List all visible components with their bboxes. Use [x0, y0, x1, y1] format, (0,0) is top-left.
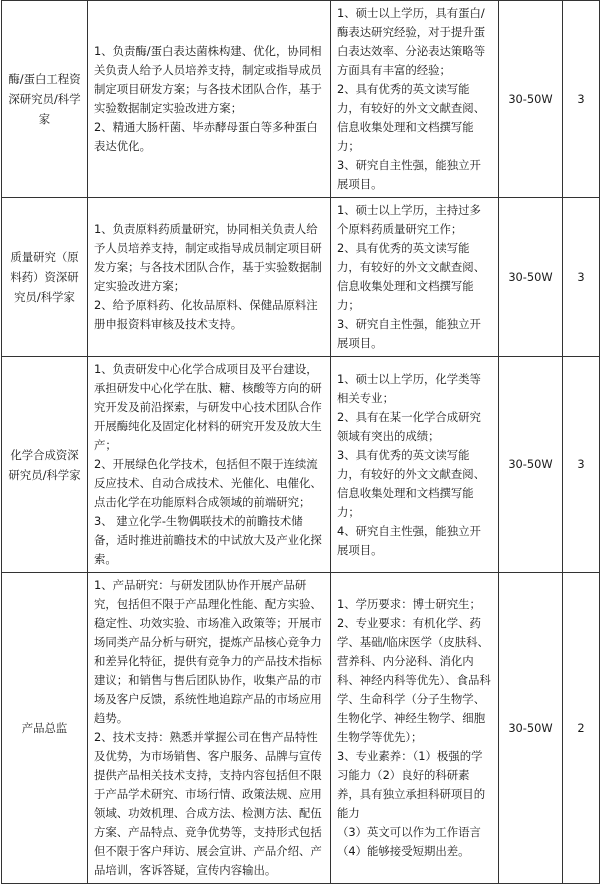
- position-text: 家: [38, 112, 51, 126]
- table-row: [2, 573, 600, 884]
- requirement-item: （3）英文可以作为工作语言: [337, 825, 481, 839]
- requirement-item: 4、研究自主性强，能独立开展项目。: [337, 523, 481, 557]
- requirement-item: （4）能够接受短期出差。: [337, 844, 470, 858]
- requirement-item: 3、专业素养：（1）极强的学习能力（2）良好的科研素养，具有独立承担科研项目的能力: [337, 749, 486, 820]
- duty-item: 2、技术支持：熟悉并掌握公司在售产品特性及优势，为市场销售、客户服务、品牌与宣传提供产品相关技术支持，支持内容包括但不限于产品学术研究、市场行情、政策法规、应用领域、功效机理、合成方法、检测方法、配伍方案、产品特点、竞争优势等，支持形式包括但不限于客户拜访、展会宣讲、产品介绍、产品培训，客诉答疑，宣传内容输出。: [94, 730, 322, 877]
- position-text: 化学合成资深: [10, 447, 79, 462]
- table-row: [2, 357, 600, 573]
- duty-item: 1、负责原料药质量研究，协同相关负责人给予人员培养支持，制定或指导成员制定项目研发方案；与各技术团队合作，基于实验数据制定实验改进方案；: [94, 222, 322, 293]
- duty-item: 3、 建立化学-生物偶联技术的前瞻技术储备，适时推进前瞻技术的中试放大及产业化探索。: [94, 514, 322, 566]
- position-text: 酶/蛋白工程资: [8, 72, 81, 86]
- requirement-item: 1、硕士以上学历，具有蛋白/酶表达研究经验，对于提升蛋白表达效率、分泌表达策略等方面具有丰富的经验；: [337, 6, 486, 77]
- requirement-item: 2、具有优秀的英文读写能力，有较好的外文文献查阅、信息收集处理和文档撰写能力；: [337, 82, 486, 153]
- salary-cell: 30-50W: [499, 1, 563, 198]
- requirement-item: 1、硕士以上学历，化学类等相关专业；: [337, 371, 481, 405]
- requirement-item: 1、学历要求：博士研究生；: [337, 597, 481, 611]
- requirement-item: 2、具有优秀的英文读写能力，有较好的外文文献查阅、信息收集处理和文档撰写能力；: [337, 241, 486, 312]
- duty-item: 2、开展绿色化学技术，包括但不限于连续流反应技术、自动合成技术、光催化、电催化、点击化学在功能原料合成领域的前端研究；: [94, 457, 322, 509]
- requirements-cell: [331, 198, 499, 357]
- requirement-item: 2、具有在某一化学合成研究领域有突出的成绩；: [337, 409, 481, 443]
- duty-item: 2、精通大肠杆菌、毕赤酵母蛋白等多种蛋白表达优化。: [94, 120, 318, 153]
- duties-cell: [88, 1, 331, 198]
- table-row: [2, 1, 600, 198]
- position-cell: [2, 198, 88, 357]
- job-table: [1, 0, 600, 884]
- position-text: 质量研究（原: [10, 250, 79, 264]
- headcount-cell: 2: [563, 573, 600, 884]
- position-cell: [2, 573, 88, 884]
- requirements-cell: [331, 1, 499, 198]
- requirements-cell: [331, 357, 499, 573]
- requirement-item: 3、具有优秀的英文读写能力，有较好的外文文献查阅、信息收集处理和文档撰写能力；: [337, 447, 486, 519]
- headcount-cell: 3: [563, 198, 600, 357]
- requirement-item: 1、硕士以上学历，主持过多个原料药质量研究工作；: [337, 203, 481, 236]
- position-cell: [2, 357, 88, 573]
- duty-item: 1、负责酶/蛋白表达菌株构建、优化，协同相关负责人给予人员培养支持，制定或指导成员制定项目研发方案；与各技术团队合作，基于实验数据制定实验改进方案；: [94, 44, 322, 115]
- duty-item: 1、负责研发中心化学合成项目及平台建设，承担研发中心化学在肽、糖、核酸等方向的研究开发及前沿探索，与研发中心技术团队合作开展酶纯化及固定化材料的研究开发及放大生产；: [94, 362, 322, 452]
- position-cell: [2, 1, 88, 198]
- position-text: 研究员/科学家: [8, 467, 81, 482]
- salary-cell: 30-50W: [499, 357, 563, 573]
- duties-cell: [88, 357, 331, 573]
- requirement-item: 2、专业要求：有机化学、药学、基础/临床医学（皮肤科、营养科、内分泌科、消化内科、神经内科等优先）、食品科学、生命科学（分子生物学、生物化学、神经生物学、细胞生物学等优先）；: [337, 616, 491, 744]
- duty-item: 2、给予原料药、化妆品原料、保健品原料注册申报资料审核及技术支持。: [94, 298, 318, 331]
- duty-item: 1、产品研究：与研发团队协作开展产品研究，包括但不限于产品理化性能、配方实验、稳定性、功效实验、市场准入政策等；开展市场同类产品分析与研究，提炼产品核心竞争力和差异化特征，提供有竞争力的产品技术指标建议；和销售与售后团队协作，收集产品的市场及客户反馈，系统性地追踪产品的市场应用趋势。: [94, 578, 322, 725]
- requirements-cell: [331, 573, 499, 884]
- salary-cell: 30-50W: [499, 573, 563, 884]
- position-text: 料药）资深研: [10, 270, 79, 284]
- table-row: [2, 198, 600, 357]
- headcount-cell: 3: [563, 357, 600, 573]
- position-text: 产品总监: [21, 721, 68, 735]
- requirement-item: 3、研究自主性强，能独立开展项目。: [337, 158, 481, 191]
- requirement-item: 3、研究自主性强，能独立开展项目。: [337, 317, 481, 350]
- duties-cell: [88, 198, 331, 357]
- position-text: 深研究员/科学: [8, 92, 81, 106]
- position-text: 究员/科学家: [14, 290, 75, 304]
- duties-cell: [88, 573, 331, 884]
- headcount-cell: 3: [563, 1, 600, 198]
- salary-cell: 30-50W: [499, 198, 563, 357]
